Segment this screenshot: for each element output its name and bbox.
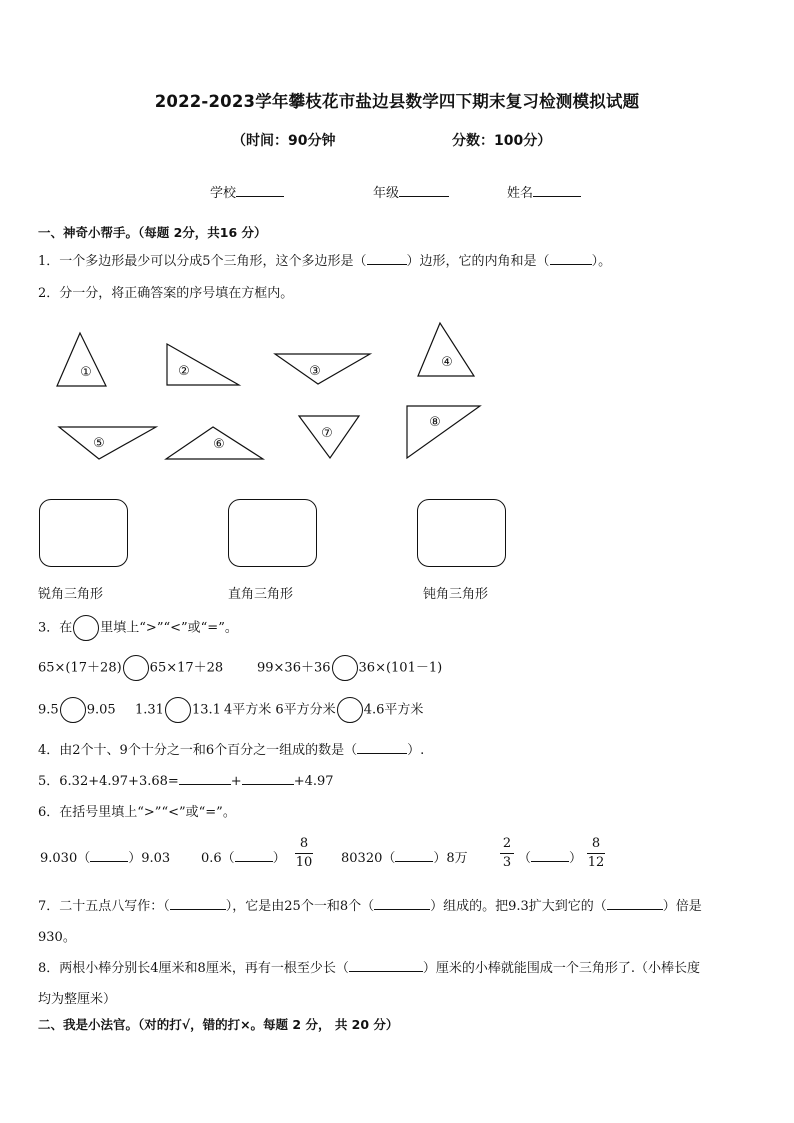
q3-circle-2[interactable] [332, 655, 358, 681]
triangle-2-label: ② [178, 364, 190, 379]
question-6: 6．在括号里填上“>”“<”或“=”。 [38, 805, 236, 820]
fraction-numerator: 8 [591, 836, 601, 851]
triangle-8 [407, 406, 480, 458]
q3-expr-6: 9.05 [86, 702, 116, 718]
question-2: 2．分一分，将正确答案的序号填在方框内。 [38, 286, 294, 301]
q6-item-d [518, 847, 582, 866]
q7-part-c: ）组成的。把9.3扩大到它的（ [430, 899, 607, 914]
q6-item-a [40, 847, 170, 866]
fraction-numerator: 2 [502, 836, 512, 851]
q6-d-left: （ [518, 851, 532, 866]
q4-text: 4．由2个十、9个十分之一和6个百分之一组成的数是（ [38, 743, 358, 758]
q3-row-1 [38, 655, 223, 682]
q6-a-right: ）9.03 [128, 851, 171, 866]
q7-part-b: ），它是由25个一和8个（ [225, 899, 375, 914]
q6-a-left: 9.030（ [40, 851, 91, 866]
circle-example [73, 615, 99, 641]
triangle-5 [59, 427, 156, 459]
section2-heading: 二、我是小法官。（对的打√，错的打×。每题 2 分， 共 20 分） [38, 1017, 399, 1032]
question-4 [38, 739, 424, 758]
q6-fraction-8-10 [295, 836, 313, 871]
q6-a-blank[interactable] [90, 848, 128, 862]
q3-circle-5[interactable] [337, 697, 363, 723]
q6-item-b [201, 847, 286, 866]
triangle-4-label: ④ [441, 355, 453, 370]
q5-plus: + [230, 774, 242, 789]
q7-line-2: 930。 [38, 930, 76, 945]
q6-c-left: 80320（ [341, 851, 396, 866]
q6-b-left: 0.6（ [201, 851, 235, 866]
q6-item-c [341, 847, 468, 866]
q5-end: +4.97 [293, 774, 334, 789]
section1-heading: 一、神奇小帮手。（每题 2分，共16 分） [38, 225, 267, 240]
q3-expr-9: 4平方米 6平方分米 [224, 702, 336, 718]
q3-row-2c [224, 697, 423, 724]
triangle-1-label: ① [80, 365, 92, 380]
q7-part-a: 7．二十五点八写作：（ [38, 899, 170, 914]
grade-label: 年级 [373, 186, 400, 201]
q8-part-a: 8．两根小棒分别长4厘米和8厘米，再有一根至少长（ [38, 961, 349, 976]
triangle-6-label: ⑥ [213, 437, 225, 452]
q3-circle-3[interactable] [60, 697, 86, 723]
q6-fraction-2-3 [500, 836, 514, 871]
q6-c-blank[interactable] [395, 848, 433, 862]
q7-blank-1[interactable] [170, 896, 226, 910]
q6-d-right: ） [569, 851, 583, 866]
fraction-denominator: 3 [502, 855, 512, 870]
q3-row-2b [135, 697, 221, 724]
q4-blank[interactable] [357, 740, 407, 754]
acute-label: 锐角三角形 [38, 587, 104, 602]
q3-expr-2: 65×17＋28 [149, 660, 224, 676]
q3-expr-3: 99×36＋36 [257, 660, 331, 676]
q3-intro-a: 3．在 [38, 620, 73, 636]
right-label: 直角三角形 [228, 587, 294, 602]
q6-b-blank[interactable] [235, 848, 273, 862]
q3-expr-8: 13.1 [191, 702, 221, 718]
q6-b-right: ） [272, 851, 286, 866]
q3-row-2 [38, 697, 116, 724]
school-label: 学校 [210, 186, 237, 201]
q3-circle-1[interactable] [123, 655, 149, 681]
obtuse-label: 钝角三角形 [423, 587, 489, 602]
q8-part-b: ）厘米的小棒就能围成一个三角形了.（小棒长度 [422, 961, 700, 976]
q8-blank[interactable] [349, 958, 423, 972]
q6-d-blank[interactable] [531, 848, 569, 862]
name-label: 姓名 [507, 186, 534, 201]
q3-row-1b [257, 655, 442, 682]
q8-line-2: 均为整厘米） [38, 992, 117, 1007]
q7-part-d: ）倍是 [662, 899, 702, 914]
q3-expr-4: 36×(101－1) [358, 660, 443, 676]
triangle-3 [275, 354, 370, 384]
question-3 [38, 615, 238, 642]
q1-mid: ）边形，它的内角和是（ [406, 254, 550, 269]
q5-blank-1[interactable] [179, 771, 231, 785]
fraction-numerator: 8 [299, 836, 309, 851]
obtuse-answer-box[interactable] [417, 499, 506, 567]
fraction-denominator: 12 [587, 855, 605, 870]
q1-end: ）。 [591, 254, 612, 269]
q3-circle-4[interactable] [165, 697, 191, 723]
acute-answer-box[interactable] [39, 499, 128, 567]
q3-expr-5: 9.5 [38, 702, 59, 718]
q6-fraction-8-12 [587, 836, 605, 871]
q7-blank-3[interactable] [607, 896, 663, 910]
triangle-7-label: ⑦ [321, 426, 333, 441]
question-5 [38, 770, 334, 789]
q5-blank-2[interactable] [242, 771, 294, 785]
q3-intro-b: 里填上“>”“<”或“=”。 [100, 620, 238, 636]
question-7 [38, 895, 702, 914]
right-answer-box[interactable] [228, 499, 317, 567]
q7-blank-2[interactable] [374, 896, 430, 910]
question-8 [38, 957, 700, 976]
q3-expr-7: 1.31 [135, 702, 164, 718]
q3-expr-10: 4.6平方米 [363, 702, 424, 718]
q5-text: 5．6.32+4.97+3.68= [38, 774, 179, 789]
q1-text: 1．一个多边形最少可以分成5个三角形，这个多边形是（ [38, 254, 367, 269]
fraction-denominator: 10 [295, 855, 313, 870]
triangle-5-label: ⑤ [93, 436, 105, 451]
q3-expr-1: 65×(17＋28) [38, 660, 122, 676]
exam-score: 分数：100分） [452, 133, 552, 149]
page-title: 2022-2023学年攀枝花市盐边县数学四下期末复习检测模拟试题 [154, 92, 640, 111]
q6-c-right: ）8万 [433, 851, 468, 866]
exam-time: （时间：90分钟 [232, 133, 336, 149]
triangle-3-label: ③ [309, 364, 321, 379]
triangle-8-label: ⑧ [429, 415, 441, 430]
q4-end: ）. [407, 743, 425, 758]
